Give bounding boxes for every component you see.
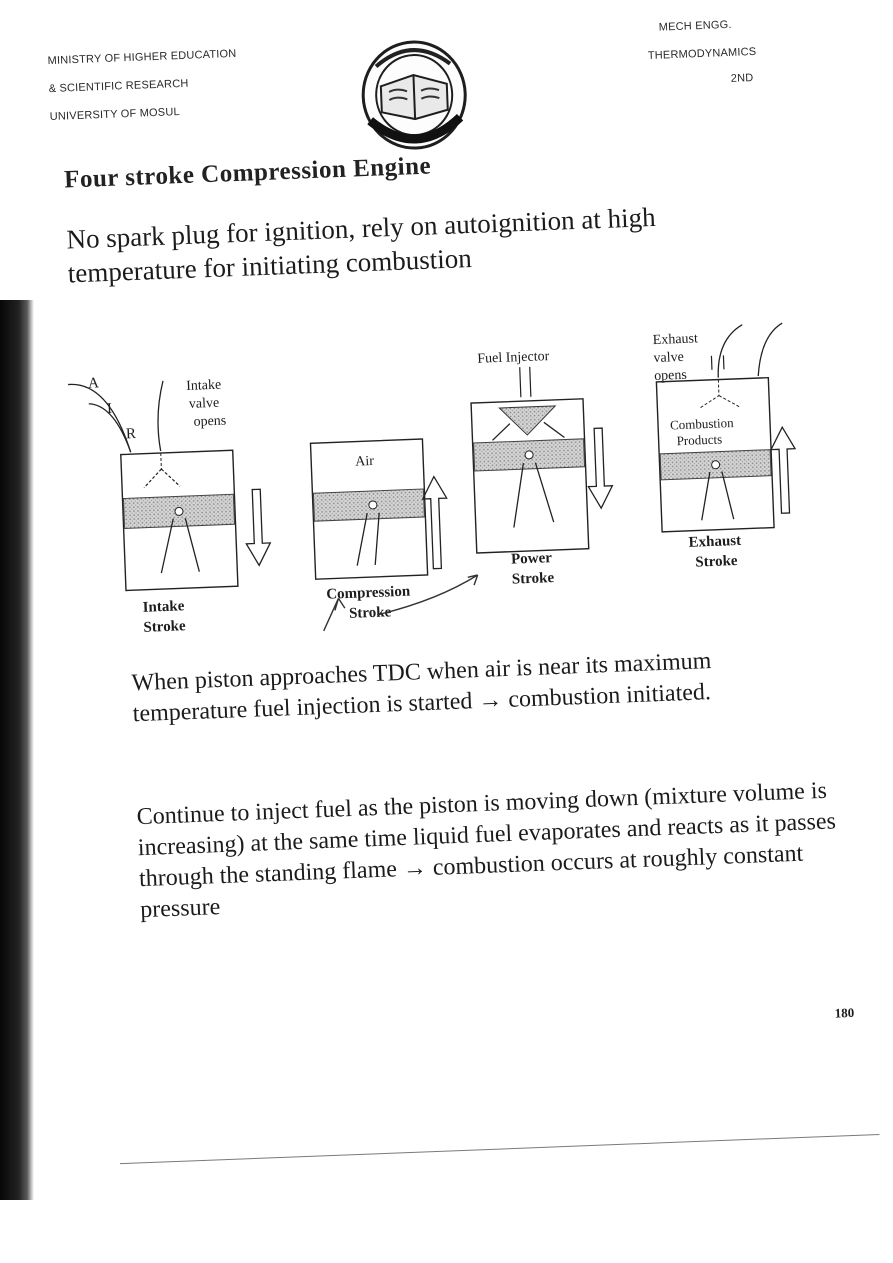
- power-piston-pin: [525, 451, 533, 459]
- valve-label-r: R: [125, 425, 137, 443]
- stroke-label-exhaust-1: Exhaust: [688, 532, 742, 551]
- university-seal-icon: [357, 37, 471, 153]
- intake-valve-curve: [156, 381, 165, 451]
- exhaust-up-arrow-icon: [770, 427, 797, 514]
- injector-body-right: [530, 367, 531, 397]
- injector-body-left: [520, 367, 521, 397]
- page-number: 180: [834, 1004, 855, 1021]
- compression-piston-pin: [369, 501, 377, 509]
- intake-note-line2: valve: [188, 395, 220, 412]
- power-rod-right: [535, 462, 553, 523]
- document-page: [6, 0, 893, 1216]
- combustion-label-line1: Combustion: [669, 415, 734, 433]
- exhaust-rod-right: [722, 471, 734, 519]
- exhaust-note-line3: opens: [653, 367, 688, 385]
- paragraph-continued-injection: Continue to inject fuel as the piston is moving down (mixture volume is increasing) at the same time liquid fuel evaporates and reacts as it passes through the standing flame → combustion occurs at roughly constant pressure: [136, 777, 837, 924]
- exhaust-rod-left: [700, 472, 712, 520]
- power-cylinder: [469, 347, 616, 589]
- intake-down-arrow-icon: [244, 489, 271, 566]
- combustion-label-line2: Products: [676, 431, 723, 449]
- fuel-spray-cone: [499, 406, 556, 436]
- stroke-label-power-2: Stroke: [511, 570, 555, 588]
- compression-rod-left: [355, 513, 369, 565]
- slide-title: Four stroke Compression Engine: [63, 152, 432, 194]
- stroke-label-intake-1: Intake: [142, 598, 185, 616]
- exhaust-note-line1: Exhaust: [652, 331, 699, 349]
- fuel-injector-label: Fuel Injector: [477, 349, 550, 367]
- compression-cylinder: [310, 438, 451, 623]
- intro-text: No spark plug for ignition, rely on autoignition at high temperature for initiating combustion: [65, 201, 657, 289]
- footer-rule: [120, 1134, 879, 1164]
- header-subject: THERMODYNAMICS: [647, 45, 757, 63]
- header-department: MECH ENGG.: [658, 18, 732, 34]
- intake-port-outer: [68, 382, 131, 454]
- air-label: Air: [354, 453, 375, 470]
- exhaust-cylinder: [652, 323, 799, 572]
- intake-valve-stem: [161, 453, 162, 469]
- paragraph-injection-start: When piston approaches TDC when air is near its maximum temperature fuel injection is started → combustion initiated.: [131, 648, 712, 728]
- header-ministry: MINISTRY OF HIGHER EDUCATION: [47, 47, 237, 68]
- exhaust-up-arrows-icon: [711, 355, 724, 369]
- exhaust-piston-pin: [711, 461, 719, 469]
- intake-note-line1: Intake: [185, 377, 222, 395]
- four-stroke-diagram: [67, 315, 838, 644]
- header-class: 2ND: [730, 72, 754, 85]
- valve-label-a: A: [87, 375, 100, 392]
- stroke-label-exhaust-2: Stroke: [695, 552, 738, 571]
- intake-note-line3: opens: [193, 413, 227, 430]
- exhaust-port-right: [756, 323, 784, 376]
- stroke-label-intake-2: Stroke: [143, 618, 186, 636]
- stroke-label-power-1: Power: [510, 550, 553, 568]
- handwritten-arrow-left-icon: [322, 598, 345, 631]
- intake-cylinder: [68, 369, 274, 638]
- exhaust-valve-stem: [698, 379, 739, 409]
- header-university: UNIVERSITY OF MOSUL: [49, 106, 181, 124]
- intake-piston-pin: [175, 507, 183, 515]
- valve-label-i: I: [106, 400, 113, 418]
- header-research: & SCIENTIFIC RESEARCH: [48, 77, 189, 96]
- stroke-label-compression-1: Compression: [326, 583, 411, 603]
- power-down-arrow-icon: [586, 428, 613, 509]
- compression-rod-right: [373, 513, 381, 565]
- intake-flow-arrows: [143, 468, 180, 487]
- exhaust-port-left: [716, 325, 744, 378]
- power-rod-left: [511, 463, 525, 527]
- exhaust-note-line2: valve: [653, 349, 685, 367]
- stroke-label-compression-2: Stroke: [348, 604, 392, 622]
